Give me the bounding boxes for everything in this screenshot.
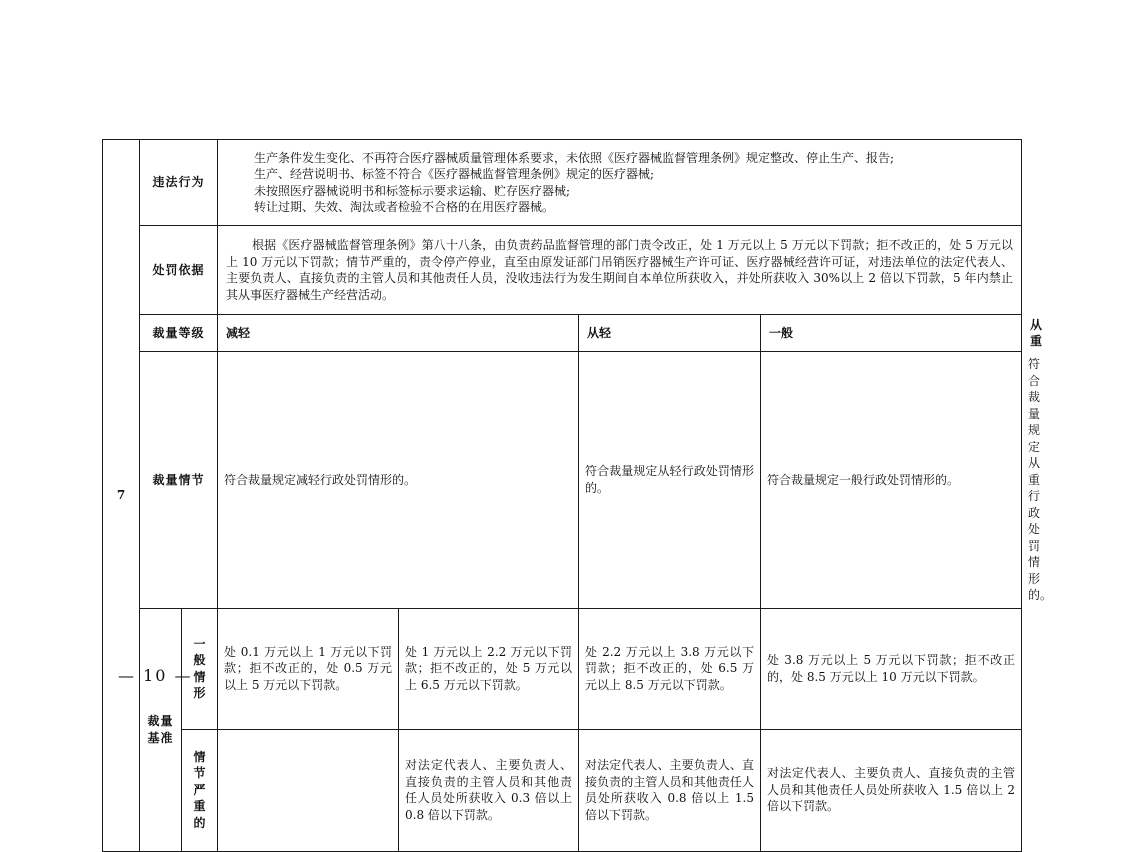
- level-mitigated: 减轻: [218, 315, 579, 352]
- general-cell: 处 2.2 万元以上 3.8 万元以下罚款；拒不改正的，处 6.5 万元以上 8.5 万元以下罚款。: [579, 608, 761, 729]
- levels-header: 裁量等级: [140, 315, 218, 352]
- violations-content: [218, 140, 1022, 226]
- violations-row: [103, 140, 1022, 226]
- general-row: [103, 608, 1022, 729]
- page-number: — 10 —: [118, 666, 193, 685]
- severe-label: 情节严重的: [182, 729, 218, 851]
- general-label: 一般情形: [182, 608, 218, 729]
- circumstance-cell: 符合裁量规定一般行政处罚情形的。: [761, 352, 1022, 609]
- severe-cell: 对法定代表人、主要负责人、直接负责的主管人员和其他责任人员处所获收入 0.3 倍以上 0.8 倍以下罚款。: [399, 729, 579, 851]
- basis-row: [103, 226, 1022, 315]
- row-number: 7: [103, 140, 140, 852]
- level-lenient: 从轻: [579, 315, 761, 352]
- violation-item: 未按照医疗器械说明书和标签标示要求运输、贮存医疗器械;: [254, 183, 571, 198]
- basis-header: 处罚依据: [140, 226, 218, 315]
- severe-cell: 对法定代表人、主要负责人、直接负责的主管人员和其他责任人员处所获收入 1.5 倍以上 2 倍以下罚款。: [761, 729, 1022, 851]
- general-cell: 处 3.8 万元以上 5 万元以下罚款；拒不改正的，处 8.5 万元以上 10 万元以下罚款。: [761, 608, 1022, 729]
- circumstances-header: 裁量情节: [140, 352, 218, 609]
- violation-item: 转让过期、失效、淘汰或者检验不合格的在用医疗器械。: [254, 200, 555, 214]
- violation-item: 生产、经营说明书、标签不符合《医疗器械监督管理条例》规定的医疗器械;: [254, 167, 655, 181]
- basis-text: 根据《医疗器械监督管理条例》第八十八条，由负责药品监督管理的部门责令改正，处 1 万元以上 5 万元以下罚款；拒不改正的，处 5 万元以上 10 万元以下罚款；情节严重的，责令停产停业，直至由原发证部门吊销医疗器械生产许可证、医疗器械经营许可证，对违法单位的法定代表人、主要负责人、直接负责的主管人员和其他责任人员，没收违法行为发生期间自本单位所获收入，并处所获收入 30%以上 2 倍以下罚款，5 年内禁止其从事医疗器械生产经营活动。: [226, 238, 1014, 302]
- severe-cell: 对法定代表人、主要负责人、直接负责的主管人员和其他责任人员处所获收入 0.8 倍以上 1.5 倍以下罚款。: [579, 729, 761, 851]
- violations-header: 违法行为: [140, 140, 218, 226]
- general-cell: 处 1 万元以上 2.2 万元以下罚款；拒不改正的，处 5 万元以上 6.5 万元以下罚款。: [399, 608, 579, 729]
- circumstances-row: 裁量情节 符合裁量规定减轻行政处罚情形的。 符合裁量规定从轻行政处罚情形的。 符合裁量规定一般行政处罚情形的。 符合裁量规定从重行政处罚情形的。: [103, 352, 1022, 609]
- severe-cell: [218, 729, 399, 851]
- basis-content: [218, 226, 1022, 315]
- penalty-table: [102, 139, 1053, 852]
- circumstance-cell: 符合裁量规定减轻行政处罚情形的。: [218, 352, 579, 609]
- levels-row: 裁量等级 减轻 从轻 一般 从重: [103, 315, 1022, 352]
- general-cell: 处 0.1 万元以上 1 万元以下罚款；拒不改正的，处 0.5 万元以上 5 万元以下罚款。: [218, 608, 399, 729]
- circumstance-cell: 符合裁量规定从轻行政处罚情形的。: [579, 352, 761, 609]
- severe-row: [103, 729, 1022, 851]
- level-general: 一般: [761, 315, 1022, 352]
- violation-item: 生产条件发生变化、不再符合医疗器械质量管理体系要求，未依照《医疗器械监督管理条例》规定整改、停止生产、报告;: [254, 150, 895, 165]
- standard-header: 裁量基准: [140, 608, 182, 851]
